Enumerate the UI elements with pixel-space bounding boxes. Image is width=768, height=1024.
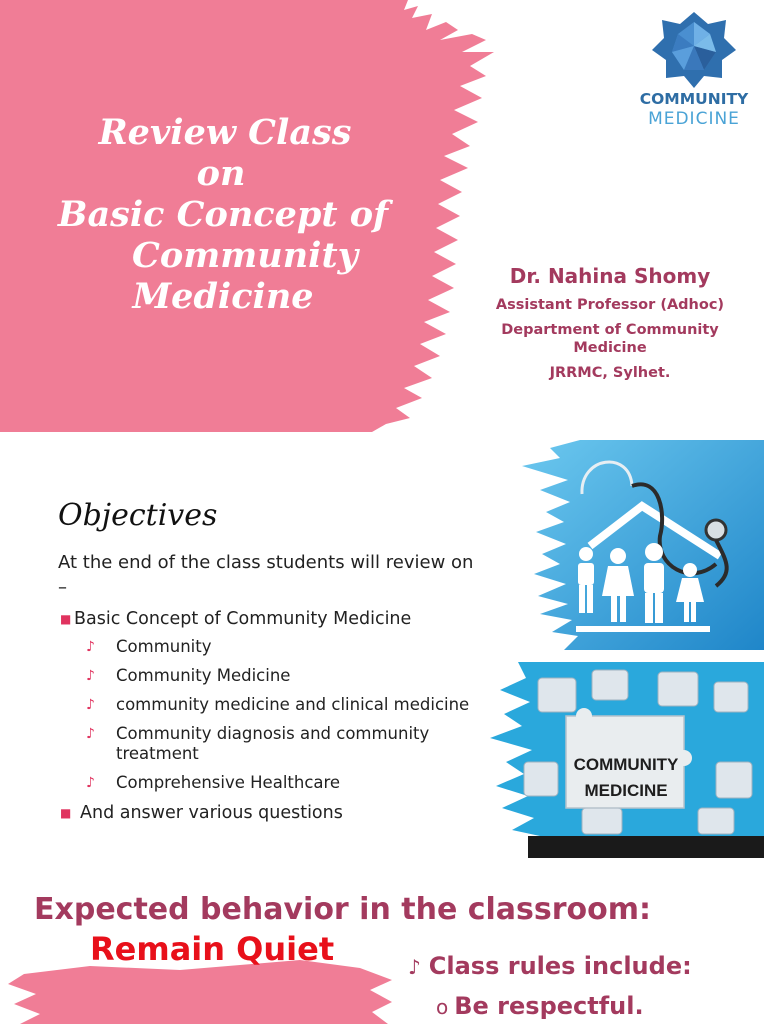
- title-slide: [0, 0, 768, 432]
- square-bullet-icon: ■: [60, 806, 72, 820]
- objectives-intro: At the end of the class students will review on –: [58, 552, 474, 598]
- title-line: Community: [132, 235, 358, 276]
- list-item: [60, 695, 500, 715]
- list-item-text: Comprehensive Healthcare: [116, 773, 341, 792]
- rules-heading: [408, 952, 692, 980]
- list-item-text: community medicine and clinical medicine: [116, 695, 470, 714]
- list-item-text: Community diagnosis and community treatment: [116, 724, 430, 763]
- title-line: Review Class: [98, 112, 352, 153]
- puzzle-label: [568, 752, 684, 804]
- list-item-text: Community Medicine: [116, 666, 291, 685]
- pink-brush-stroke: [0, 960, 400, 1024]
- author-department: Department of Community Medicine: [501, 322, 719, 356]
- author-info: [470, 264, 750, 389]
- music-note-bullet-icon: ♪: [86, 775, 95, 791]
- list-item-text: Community: [116, 637, 212, 656]
- behavior-heading: Expected behavior in the classroom:: [34, 892, 652, 927]
- list-item-text: Basic Concept of Community Medicine: [74, 609, 412, 629]
- list-item: [60, 773, 500, 793]
- objectives-heading: Objectives: [58, 498, 218, 533]
- list-item-text: And answer various questions: [80, 803, 343, 823]
- square-bullet-icon: ■: [60, 612, 72, 626]
- list-item: [60, 608, 500, 631]
- stethoscope-family-image: [520, 436, 764, 650]
- music-note-bullet-icon: ♪: [86, 668, 95, 684]
- title: [20, 112, 430, 317]
- puzzle-label-line: MEDICINE: [584, 781, 668, 800]
- logo-text-community: COMMUNITY: [639, 90, 749, 108]
- remain-quiet-text: Remain Quiet: [90, 930, 335, 968]
- author-position: Assistant Professor (Adhoc): [495, 297, 725, 313]
- list-item: [60, 637, 500, 657]
- list-item: [60, 666, 500, 686]
- title-line: on: [196, 153, 246, 194]
- circle-bullet-icon: o: [436, 995, 449, 1019]
- title-line: Medicine: [132, 276, 314, 317]
- rules-heading-text: Class rules include:: [428, 952, 692, 980]
- music-note-bullet-icon: ♪: [86, 639, 95, 655]
- music-note-bullet-icon: ♪: [86, 697, 95, 713]
- title-line: Basic Concept of: [57, 194, 389, 235]
- author-name: Dr. Nahina Shomy: [509, 264, 711, 288]
- music-note-bullet-icon: ♪: [408, 955, 421, 979]
- logo-text-medicine: MEDICINE: [648, 109, 740, 129]
- community-medicine-logo: [630, 10, 758, 135]
- author-institution: JRRMC, Sylhet.: [549, 365, 671, 381]
- puzzle-label-line: COMMUNITY: [573, 755, 679, 774]
- rule-item: [436, 992, 644, 1020]
- community-medicine-puzzle-image: [488, 658, 764, 858]
- rule-item-text: Be respectful.: [454, 992, 644, 1020]
- behavior-slide: [0, 864, 768, 1024]
- list-item: [60, 802, 500, 825]
- objectives-list: [60, 608, 500, 831]
- geometric-star-logo-icon: [652, 10, 736, 88]
- list-item: [60, 724, 500, 764]
- objectives-slide: [0, 432, 768, 864]
- music-note-bullet-icon: ♪: [86, 726, 95, 742]
